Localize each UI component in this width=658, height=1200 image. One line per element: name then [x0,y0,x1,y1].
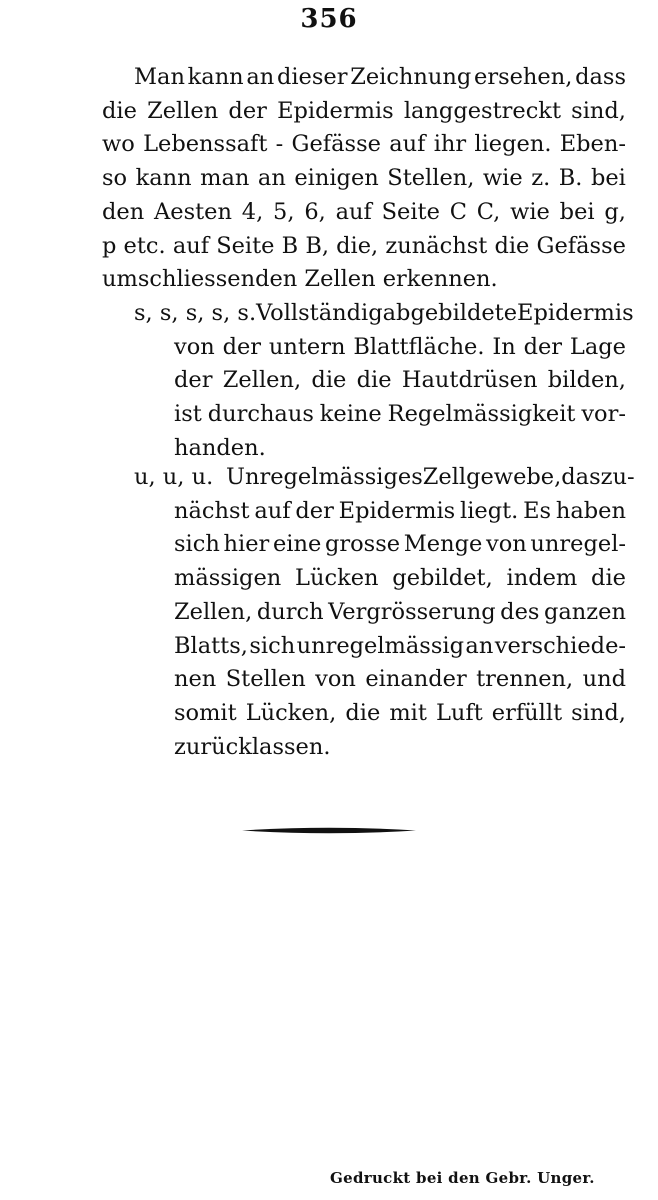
text-line: von der untern Blattfläche. In der Lage [174,333,626,360]
text-line: mässigen Lücken gebildet, indem die [174,565,626,592]
entry-label: u, u, u. [134,464,214,490]
text-line: zurücklassen. [174,733,331,760]
text-line: Unregelmässiges Zellgewebe, das zu- [226,464,635,490]
page-number: 356 [300,4,358,34]
text-line: wo Lebenssaft - Gefässe auf ihr liegen. Eben- [102,131,626,158]
text-line: nächst auf der Epidermis liegt. Es haben [174,497,626,524]
text-line: Man kann an dieser Zeichnung ersehen, dass [134,64,626,90]
text-line: p etc. auf Seite B B, die, zunächst die Gefässe [102,232,626,259]
text-line: ist durchaus keine Regelmässigkeit vor- [174,401,626,428]
printer-imprint: Gedruckt bei den Gebr. Unger. [330,1169,595,1187]
text-line: Zellen, durch Vergrösserung des ganzen [174,598,626,625]
text-line: Blatts, sich unregelmässig an verschiede- [174,632,626,659]
text-line: der Zellen, die die Hautdrüsen bilden, [174,367,626,394]
text-line: sich hier eine grosse Menge von unregel- [174,531,626,558]
text-line: die Zellen der Epidermis langgestreckt sind, [102,97,626,124]
text-line: nen Stellen von einander trennen, und [174,666,626,693]
entry-label: s, s, s, s, s. [134,300,257,326]
text-line: handen. [174,434,266,461]
text-line: Vollständig abgebildete Epidermis [256,300,634,326]
decorative-rule [242,826,416,835]
text-line: so kann man an einigen Stellen, wie z. B. bei [102,165,626,192]
text-line: den Aesten 4, 5, 6, auf Seite C C, wie bei g, [102,198,626,225]
text-line: umschliessenden Zellen erkennen. [102,266,498,293]
text-line: somit Lücken, die mit Luft erfüllt sind, [174,699,626,726]
